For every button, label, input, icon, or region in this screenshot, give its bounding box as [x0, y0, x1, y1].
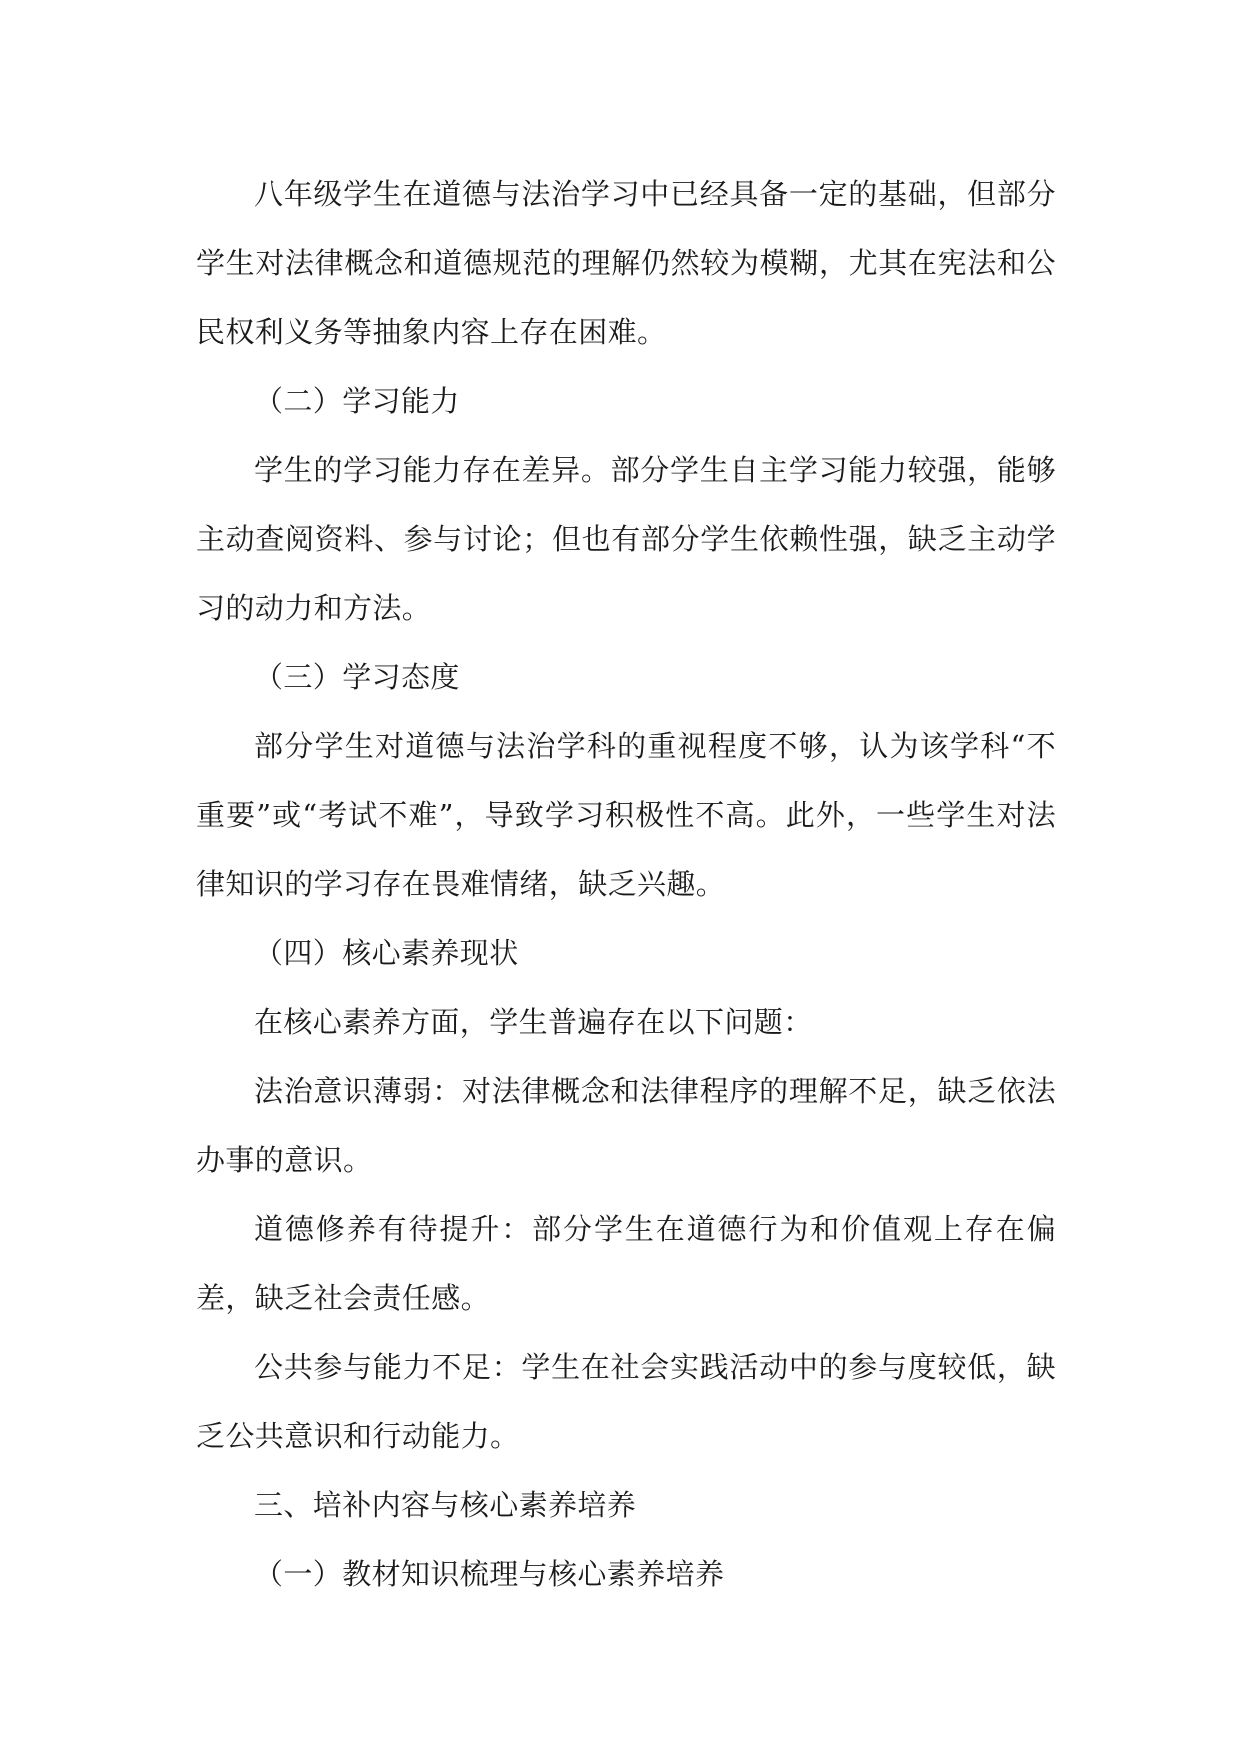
heading-learning-attitude: （三）学习态度	[254, 660, 460, 694]
paragraph-knowledge-basis: 八年级学生在道德与法治学习中已经具备一定的基础，但部分学生对法律概念和道德规范的理解仍然较为模糊，尤其在宪法和公民权利义务等抽象内容上存在困难。	[196, 177, 1056, 349]
heading-core-literacy-status: （四）核心素养现状	[254, 936, 519, 970]
paragraph-learning-attitude: 部分学生对道德与法治学科的重视程度不够，认为该学科“不重要”或“考试不难”，导致学习积极性不高。此外，一些学生对法律知识的学习存在畏难情绪，缺乏兴趣。	[196, 729, 1056, 901]
heading-textbook-knowledge: （一）教材知识梳理与核心素养培养	[254, 1557, 725, 1591]
paragraph-learning-ability: 学生的学习能力存在差异。部分学生自主学习能力较强，能够主动查阅资料、参与讨论；但也有部分学生依赖性强，缺乏主动学习的动力和方法。	[196, 453, 1056, 625]
paragraph-moral-cultivation: 道德修养有待提升：部分学生在道德行为和价值观上存在偏差，缺乏社会责任感。	[196, 1212, 1056, 1315]
paragraph-rule-of-law-awareness: 法治意识薄弱：对法律概念和法律程序的理解不足，缺乏依法办事的意识。	[196, 1074, 1056, 1177]
paragraph-core-literacy-intro: 在核心素养方面，学生普遍存在以下问题：	[254, 1005, 813, 1039]
paragraph-public-participation: 公共参与能力不足：学生在社会实践活动中的参与度较低，缺乏公共意识和行动能力。	[196, 1350, 1056, 1453]
heading-learning-ability: （二）学习能力	[254, 384, 460, 418]
section-heading-tutoring-content: 三、培补内容与核心素养培养	[254, 1488, 637, 1522]
document-body	[196, 160, 1056, 1609]
